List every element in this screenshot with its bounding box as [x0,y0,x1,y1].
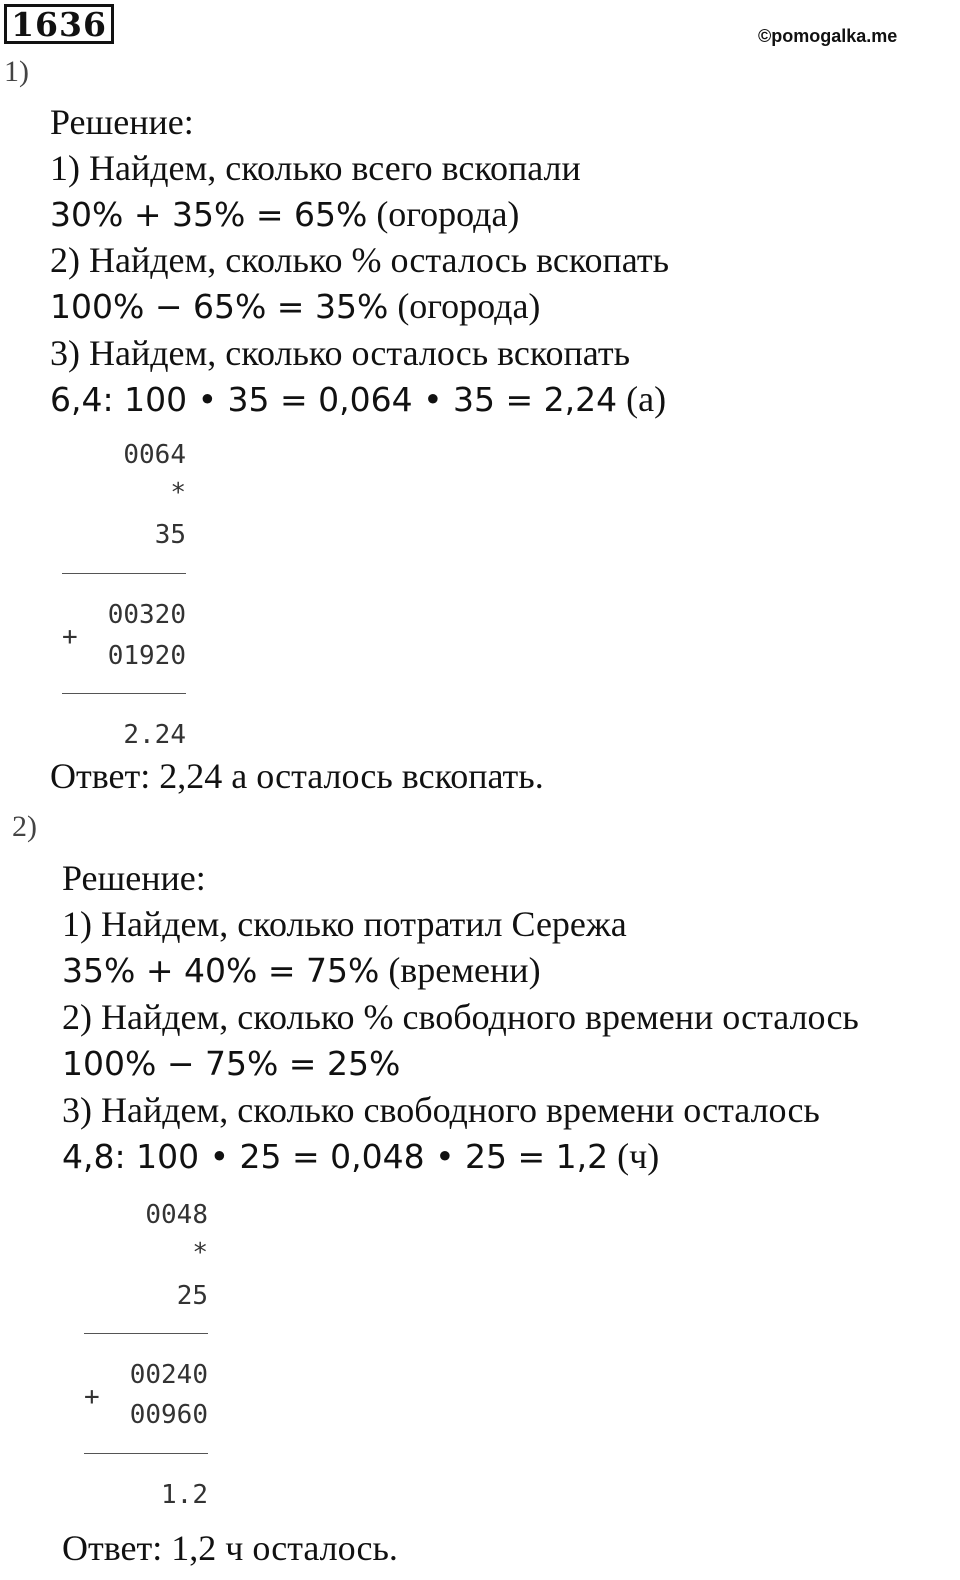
part2-answer: Ответ: 1,2 ч осталось. [62,1528,398,1568]
part1-eq3-unit: (а) [617,379,667,419]
part2-step2: 2) Найдем, сколько % свободного времени осталось [62,997,859,1037]
part1-step3: 3) Найдем, сколько осталось вскопать [50,333,631,373]
part2-eq2 [62,1041,400,1086]
part1-label: 1) [4,55,29,88]
part2-eq3-math: 4,8: 100 • 25 = 0,048 • 25 = 1,2 [62,1137,609,1176]
part1-eq2 [50,284,540,329]
part1-calc-rule-bottom [62,693,186,694]
part1-calc-plus: + [62,622,78,652]
part1-eq1 [50,192,519,237]
part2-eq3 [62,1134,659,1179]
part1-calc-operator: * [170,478,186,508]
part2-label: 2) [12,810,37,843]
part1-calc-partial2: 01920 [107,641,186,671]
watermark: ©pomogalka.me [758,26,898,46]
task-number: 1636 [4,4,114,44]
part2-eq3-unit: (ч) [608,1136,660,1176]
part1-calc-multiplicand: 0064 [123,440,186,470]
part1-eq1-math: 30% + 35% = 65% [50,195,368,234]
part1-eq3-math: 6,4: 100 • 35 = 0,064 • 35 = 2,24 [50,380,618,419]
part2-calc-partial1: 00240 [129,1360,208,1390]
part2-calc-rule-bottom [84,1453,208,1454]
part1-answer: Ответ: 2,24 а осталось вскопать. [50,756,544,796]
part1-calc-rule-top [62,573,186,574]
part2-step1: 1) Найдем, сколько потратил Сережа [62,904,627,944]
part2-calc-rule-top [84,1333,208,1334]
part2-calc-result: 1.2 [161,1480,208,1510]
part1-eq2-unit: (огорода) [388,286,541,326]
part1-eq3 [50,377,666,422]
part2-step3: 3) Найдем, сколько свободного времени осталось [62,1090,820,1130]
part2-calc-operator: * [192,1238,208,1268]
part1-solution-heading: Решение: [50,102,194,142]
part2-calc-multiplier: 25 [176,1281,208,1311]
part2-eq2-math: 100% − 75% = 25% [62,1044,401,1083]
part1-step1: 1) Найдем, сколько всего вскопали [50,148,581,188]
part2-solution-heading: Решение: [62,858,206,898]
part1-eq2-math: 100% − 65% = 35% [50,287,389,326]
part2-eq1 [62,948,541,993]
part2-calc-plus: + [84,1382,100,1412]
part2-eq1-unit: (времени) [379,950,541,990]
part2-calc-partial2: 00960 [129,1400,208,1430]
part1-step2: 2) Найдем, сколько % осталось вскопать [50,240,669,280]
part1-eq1-unit: (огорода) [367,194,520,234]
part2-calc-multiplicand: 0048 [145,1200,208,1230]
part1-calc-multiplier: 35 [154,520,186,550]
part2-eq1-math: 35% + 40% = 75% [62,951,380,990]
part1-calc-partial1: 00320 [107,600,186,630]
part1-calc-result: 2.24 [123,720,186,750]
